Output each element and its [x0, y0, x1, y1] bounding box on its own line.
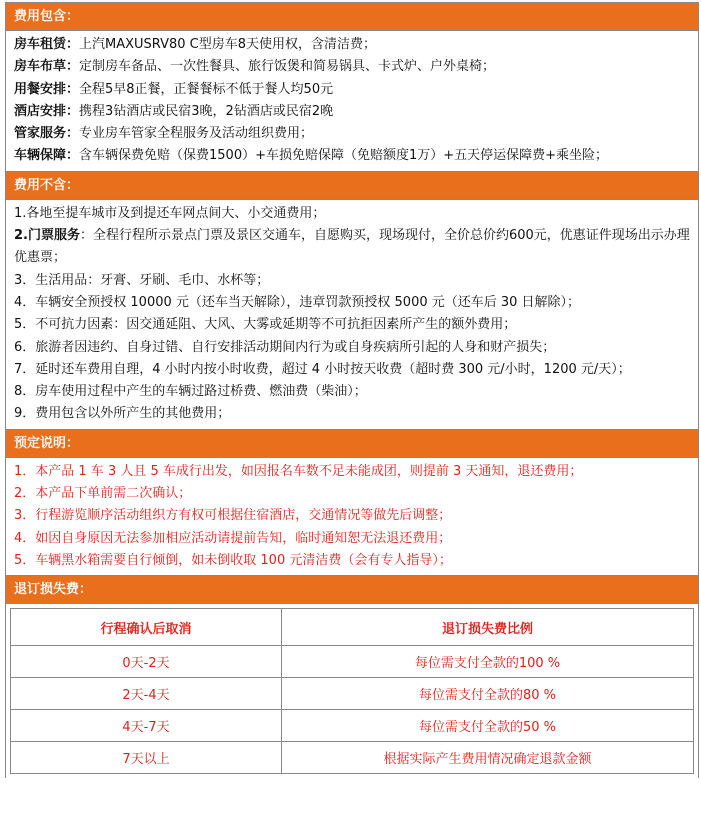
table-cell: 根据实际产生费用情况确定退款金额 — [282, 742, 694, 774]
booking-item: 3．行程游览顺序活动组织方有权可根据住宿酒店，交通情况等做先后调整； — [14, 508, 452, 524]
excluded-item: 2.门票服务：全程行程所示景点门票及景区交通车，自愿购买，现场现付，全价总价约600元，优惠证件现场出示办理优惠票； — [14, 228, 690, 266]
booking-item: 4．如因自身原因无法参加相应活动请提前告知，临时通知恕无法退还费用； — [14, 530, 452, 546]
booking-item: 1．本产品 1 车 3 人且 5 车成行出发，如因报名车数不足未能成团，则提前 3 天通知，退还费用； — [14, 463, 583, 479]
table-row — [11, 742, 694, 774]
excluded-item: 6．旅游者因违约、自身过错、自行安排活动期间内行为或自身疾病所引起的人身和财产损失； — [14, 339, 556, 355]
excluded-item: 4．车辆安全预授权 10000 元（还车当天解除），违章罚款预授权 5000 元（还车后 30 日解除）； — [14, 294, 581, 310]
table-row — [11, 678, 694, 710]
table-header-row — [11, 609, 694, 646]
table-row — [11, 710, 694, 742]
excluded-item: 5．不可抗力因素：因交通延阻、大风、大雾或延期等不可抗拒因素所产生的额外费用； — [14, 317, 517, 333]
table-row — [11, 646, 694, 678]
refund-header: 退订损失费： — [6, 576, 698, 604]
table-cell: 7天以上 — [11, 742, 282, 774]
included-item: 房车租赁：上汽MAXUSRV80 C型房车8天使用权，含清洁费； — [14, 37, 377, 52]
refund-section — [6, 604, 698, 778]
refund-table — [10, 608, 694, 774]
table-cell: 每位需支付全款的50 % — [282, 710, 694, 742]
column-header: 行程确认后取消 — [11, 609, 282, 646]
table-cell: 2天-4天 — [11, 678, 282, 710]
included-item: 车辆保障：含车辆保费免赔（保费1500）+车损免赔保障（免赔额度1万）+五天停运保障费+乘坐险； — [14, 148, 609, 164]
table-cell: 4天-7天 — [11, 710, 282, 742]
excluded-item: 1.各地至提车城市及到提还车网点间大、小交通费用； — [14, 205, 326, 221]
booking-header: 预定说明： — [6, 430, 698, 458]
included-item: 酒店安排：携程3钻酒店或民宿3晚，2钻酒店或民宿2晚 — [14, 103, 334, 119]
excluded-item: 3．生活用品：牙膏、牙刷、毛巾、水杯等； — [14, 272, 270, 288]
included-header: 费用包含： — [6, 3, 698, 31]
excluded-item: 8．房车使用过程中产生的车辆过路过桥费、燃油费（柴油）； — [14, 384, 367, 400]
booking-section — [6, 458, 698, 576]
table-cell: 每位需支付全款的100 % — [282, 646, 694, 678]
column-header: 退订损失费比例 — [282, 609, 694, 646]
included-item: 房车布草：定制房车备品、一次性餐具、旅行饭煲和简易锅具、卡式炉、户外桌椅； — [14, 59, 496, 75]
excluded-header: 费用不含： — [6, 172, 698, 200]
table-cell: 0天-2天 — [11, 646, 282, 678]
excluded-item: 7．延时还车费用自理，4 小时内按小时收费，超过 4 小时按天收费（超时费 300 元/小时，1200 元/天）； — [14, 361, 631, 377]
fee-document — [5, 2, 699, 778]
included-section — [6, 31, 698, 172]
included-item: 用餐安排：全程5早8正餐，正餐餐标不低于餐人均50元 — [14, 81, 334, 97]
booking-item: 5．车辆黑水箱需要自行倾倒，如未倒收取 100 元清洁费（会有专人指导）； — [14, 552, 452, 568]
booking-item: 2．本产品下单前需二次确认； — [14, 486, 192, 502]
included-item: 管家服务：专业房车管家全程服务及活动组织费用； — [14, 126, 314, 142]
table-cell: 每位需支付全款的80 % — [282, 678, 694, 710]
excluded-section — [6, 200, 698, 430]
excluded-item: 9．费用包含以外所产生的其他费用； — [14, 406, 231, 422]
